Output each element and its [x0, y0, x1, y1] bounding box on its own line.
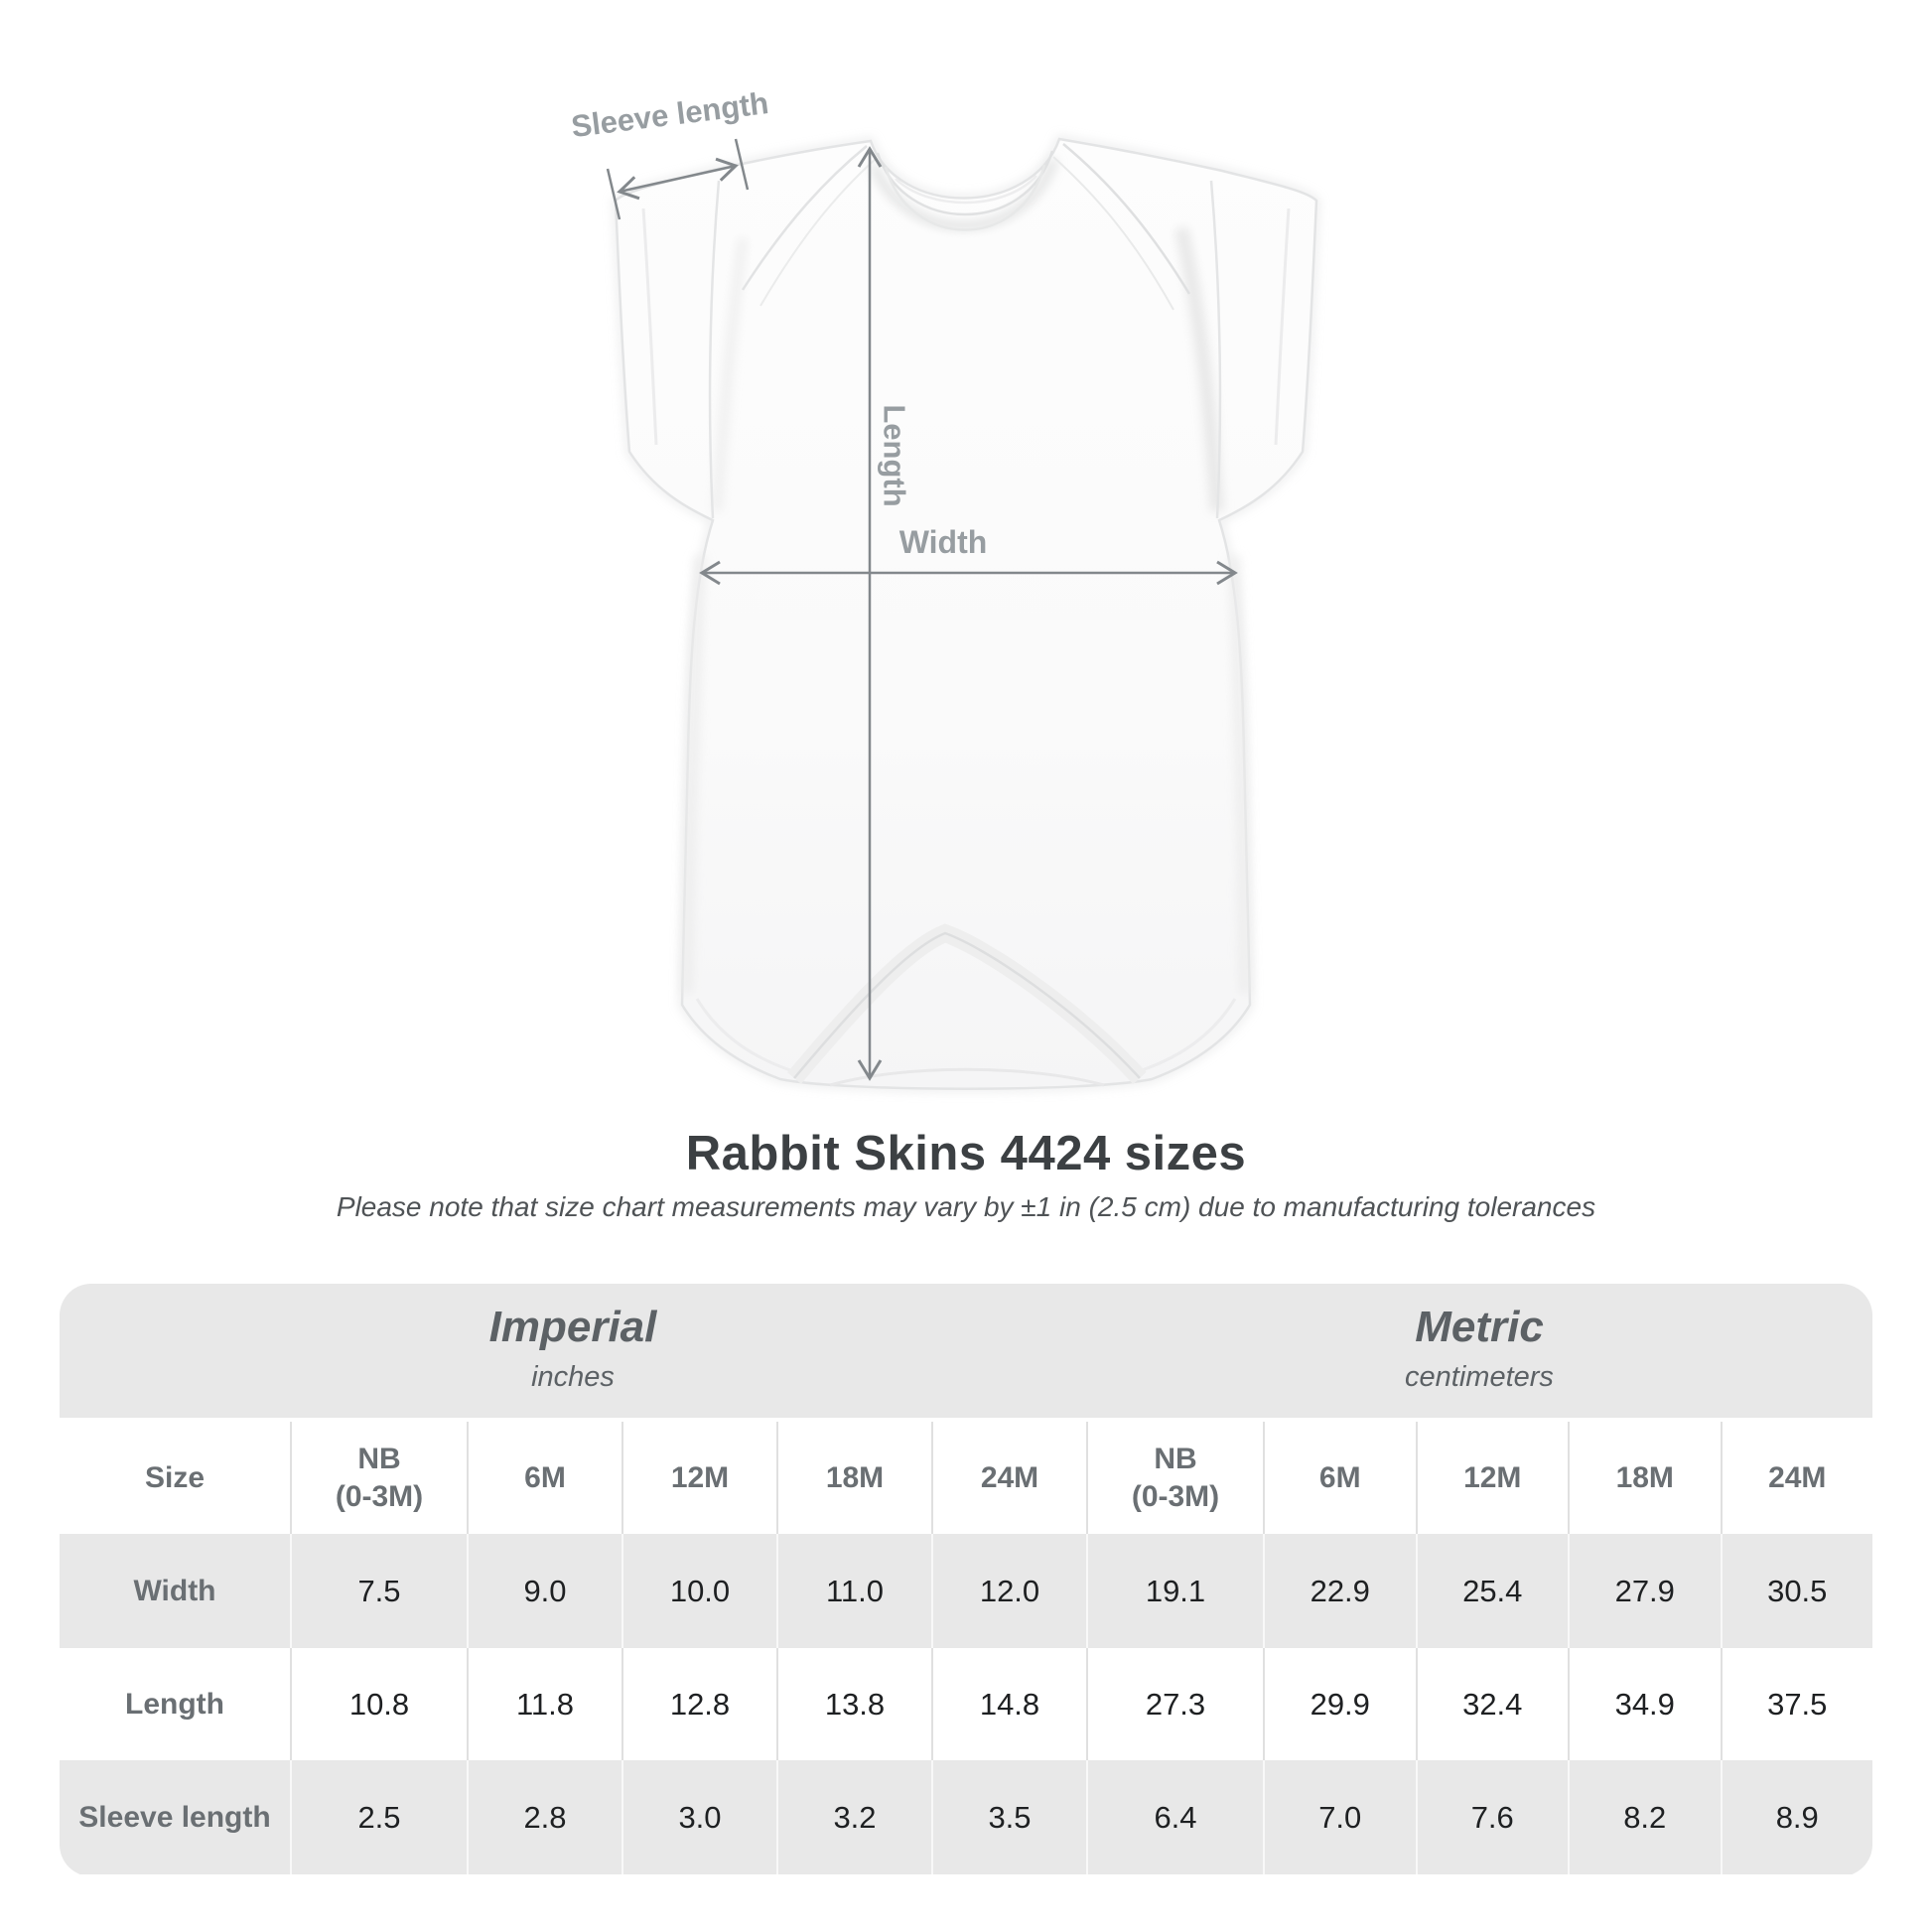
value: 29.9 [1310, 1686, 1370, 1722]
value: 7.5 [357, 1573, 401, 1608]
value-cell [467, 1534, 621, 1648]
col-header-metric-18m [1568, 1422, 1721, 1534]
value-cell [776, 1648, 931, 1760]
value: 25.4 [1462, 1573, 1523, 1608]
value-cell [931, 1760, 1086, 1874]
width-label: Width [898, 524, 988, 560]
col-header-line1: 24M [1768, 1460, 1827, 1494]
metric-label: Metric [1415, 1302, 1544, 1351]
value-cell [1721, 1648, 1873, 1760]
value-cell [931, 1648, 1086, 1760]
col-header-line1: 6M [1318, 1460, 1361, 1494]
col-header-line1: 18M [825, 1460, 885, 1494]
size-corner-label: Size [144, 1460, 206, 1494]
row-label: Width [133, 1574, 216, 1607]
col-header-line1: 6M [524, 1460, 566, 1494]
value-cell [1568, 1534, 1721, 1648]
value-cell [1416, 1648, 1569, 1760]
imperial-label: Imperial [488, 1302, 657, 1351]
value: 12.0 [979, 1573, 1040, 1608]
value-cell [621, 1648, 776, 1760]
value-cell [1086, 1760, 1263, 1874]
value-cell [467, 1648, 621, 1760]
value: 2.5 [357, 1799, 401, 1835]
value: 37.5 [1767, 1686, 1828, 1722]
value: 7.0 [1318, 1799, 1362, 1835]
col-header-line2: (0-3M) [335, 1479, 424, 1513]
value: 27.3 [1145, 1686, 1206, 1722]
value: 22.9 [1310, 1573, 1370, 1608]
value: 9.0 [523, 1573, 567, 1608]
col-header-imperial-24m [931, 1422, 1086, 1534]
value-cell [1086, 1648, 1263, 1760]
value: 32.4 [1462, 1686, 1523, 1722]
table-header-row [60, 1422, 1872, 1534]
col-header-metric-nb [1086, 1422, 1263, 1534]
value-cell [621, 1760, 776, 1874]
value-cell [776, 1760, 931, 1874]
col-header-line1: NB [1154, 1443, 1197, 1475]
value: 10.8 [348, 1686, 410, 1722]
value: 8.2 [1623, 1799, 1667, 1835]
value: 14.8 [979, 1686, 1040, 1722]
value-cell [776, 1534, 931, 1648]
value-cell [1568, 1648, 1721, 1760]
col-header-line1: 24M [980, 1460, 1039, 1494]
col-header-imperial-6m [467, 1422, 621, 1534]
sleeve-length-label: Sleeve length [569, 85, 771, 145]
col-header-metric-6m [1263, 1422, 1416, 1534]
unit-band [60, 1284, 1872, 1422]
value-cell [931, 1534, 1086, 1648]
value: 8.9 [1775, 1799, 1819, 1835]
value: 3.2 [833, 1799, 877, 1835]
value: 19.1 [1145, 1573, 1206, 1608]
table-row-length [60, 1648, 1872, 1760]
size-corner-header [60, 1422, 290, 1534]
value-cell [621, 1534, 776, 1648]
col-header-line1: 12M [1463, 1460, 1522, 1494]
imperial-sublabel: inches [531, 1361, 615, 1394]
value-cell [1416, 1534, 1569, 1648]
col-header-line1: 18M [1615, 1460, 1674, 1494]
value-cell [1263, 1534, 1416, 1648]
value: 7.6 [1470, 1799, 1514, 1835]
value: 30.5 [1767, 1573, 1828, 1608]
table-row-width [60, 1534, 1872, 1648]
value-cell [290, 1648, 467, 1760]
value: 3.0 [678, 1799, 722, 1835]
col-header-metric-24m [1721, 1422, 1873, 1534]
imperial-band [60, 1284, 1086, 1418]
value: 13.8 [824, 1686, 886, 1722]
value: 11.0 [825, 1573, 885, 1608]
value: 27.9 [1614, 1573, 1675, 1608]
metric-sublabel: centimeters [1405, 1361, 1554, 1394]
value-cell [1568, 1760, 1721, 1874]
value: 12.8 [669, 1686, 731, 1722]
value-cell [1416, 1760, 1569, 1874]
col-header-line1: 12M [670, 1460, 730, 1494]
value-cell [290, 1760, 467, 1874]
value-cell [1721, 1534, 1873, 1648]
col-header-line1: NB [357, 1443, 401, 1475]
col-header-line2: (0-3M) [1131, 1479, 1220, 1513]
value: 3.5 [988, 1799, 1032, 1835]
value: 2.8 [523, 1799, 567, 1835]
value: 6.4 [1154, 1799, 1197, 1835]
value-cell [467, 1760, 621, 1874]
size-table [60, 1284, 1872, 1876]
row-label-cell [60, 1648, 290, 1760]
row-label: Length [125, 1687, 224, 1721]
col-header-imperial-12m [621, 1422, 776, 1534]
value: 10.0 [669, 1573, 731, 1608]
col-header-imperial-18m [776, 1422, 931, 1534]
metric-band [1086, 1284, 1872, 1418]
value: 11.8 [515, 1686, 575, 1722]
col-header-metric-12m [1416, 1422, 1569, 1534]
row-label-cell [60, 1760, 290, 1874]
value-cell [1263, 1760, 1416, 1874]
row-label: Sleeve length [78, 1800, 271, 1834]
tolerance-note: Please note that size chart measurements may vary by ±1 in (2.5 cm) due to manufacturing tolerances [336, 1191, 1596, 1222]
col-header-imperial-nb [290, 1422, 467, 1534]
value-cell [1086, 1534, 1263, 1648]
value-cell [290, 1534, 467, 1648]
page-title: Rabbit Skins 4424 sizes [685, 1127, 1247, 1180]
length-label: Length [877, 404, 912, 507]
value: 34.9 [1614, 1686, 1675, 1722]
value-cell [1263, 1648, 1416, 1760]
table-row-sleeve-length [60, 1760, 1872, 1874]
row-label-cell [60, 1534, 290, 1648]
value-cell [1721, 1760, 1873, 1874]
